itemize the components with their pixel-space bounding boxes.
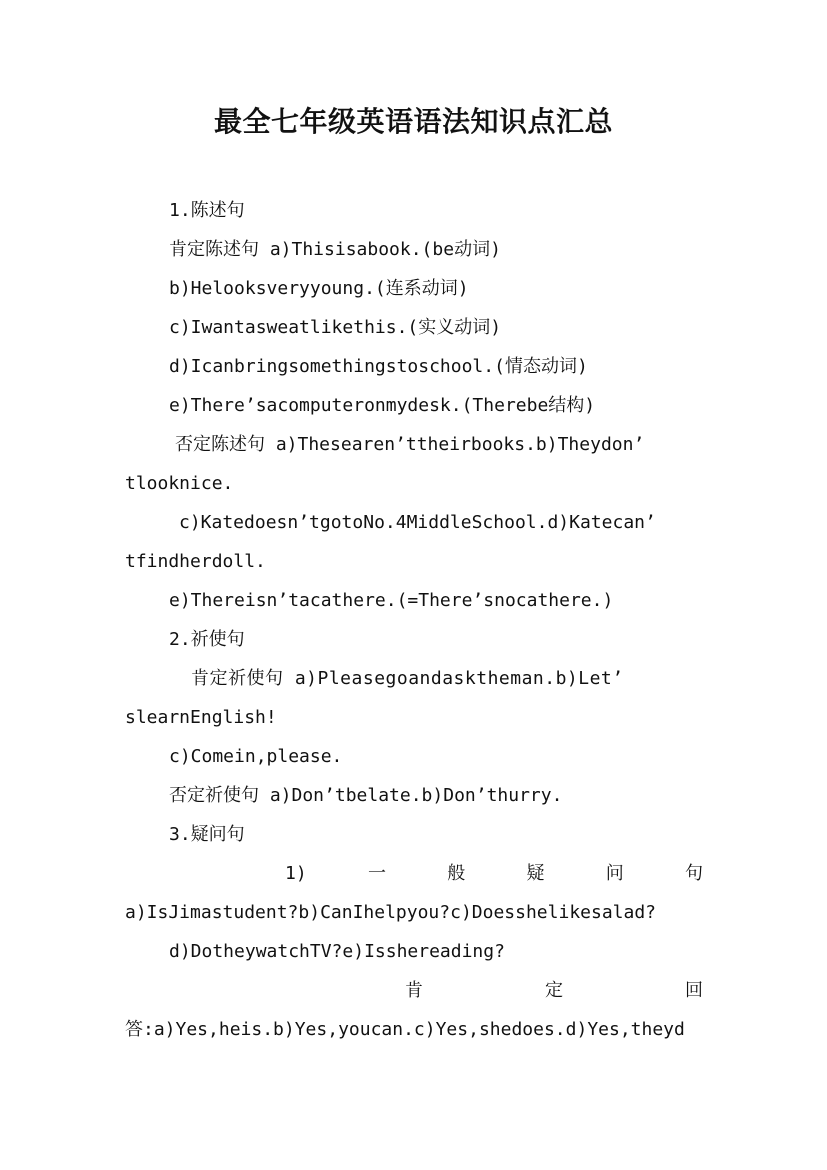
section-heading: 3.疑问句 [169, 824, 245, 845]
spread-word: 问 [605, 863, 624, 884]
text-line: e)There’sacomputeronmydesk.(Therebe结构) [169, 395, 596, 416]
spread-word: 句 [684, 863, 703, 884]
text-line: c)Katedoesn’tgotoNo.4MiddleSchool.d)Katecan’ [179, 512, 656, 533]
text-line: e)Thereisn’tacathere.(=There’snocathere.) [169, 590, 614, 611]
text-line: b)Helooksveryyoung.(连系动词) [169, 278, 469, 299]
document-body [125, 191, 703, 1049]
text-line: c)Comein,please. [169, 746, 343, 767]
spread-word: 疑 [526, 863, 545, 884]
text-line: slearnEnglish! [125, 707, 277, 728]
text-line: 否定祈使句 a)Don’tbelate.b)Don’thurry. [169, 785, 563, 806]
spread-word: 肯 [405, 980, 423, 1001]
spread-word: 回 [685, 980, 703, 1001]
text-line: d)Icanbringsomethingstoschool.(情态动词) [169, 356, 588, 377]
text-line: tlooknice. [125, 473, 234, 494]
page-title: 最全七年级英语语法知识点汇总 [213, 105, 613, 138]
text-line: c)Iwantasweatlikethis.(实义动词) [169, 317, 502, 338]
text-line: 答:a)Yes,heis.b)Yes,youcan.c)Yes,shedoes.d)Yes,theyd [125, 1019, 685, 1040]
text-line: d)DotheywatchTV?e)Isshereading? [169, 941, 505, 962]
section-heading: 1.陈述句 [169, 200, 245, 221]
section-heading: 2.祈使句 [169, 629, 245, 650]
spread-word: 1) [285, 863, 307, 884]
text-line: 肯定陈述句 a)Thisisabook.(be动词) [169, 239, 501, 260]
text-line: 否定陈述句 a)Thesearen’ttheirbooks.b)Theydon’ [175, 434, 645, 455]
spread-line [125, 854, 703, 893]
text-line: tfindherdoll. [125, 551, 266, 572]
text-line: a)IsJimastudent?b)CanIhelpyou?c)Doesshelikesalad? [125, 902, 657, 923]
spread-word: 定 [545, 980, 563, 1001]
spread-line [125, 971, 703, 1010]
spread-word: 一 [367, 863, 386, 884]
text-line: 肯定祈使句 a)Pleasegoandasktheman.b)Let’ [191, 668, 624, 689]
spread-word: 般 [447, 863, 466, 884]
